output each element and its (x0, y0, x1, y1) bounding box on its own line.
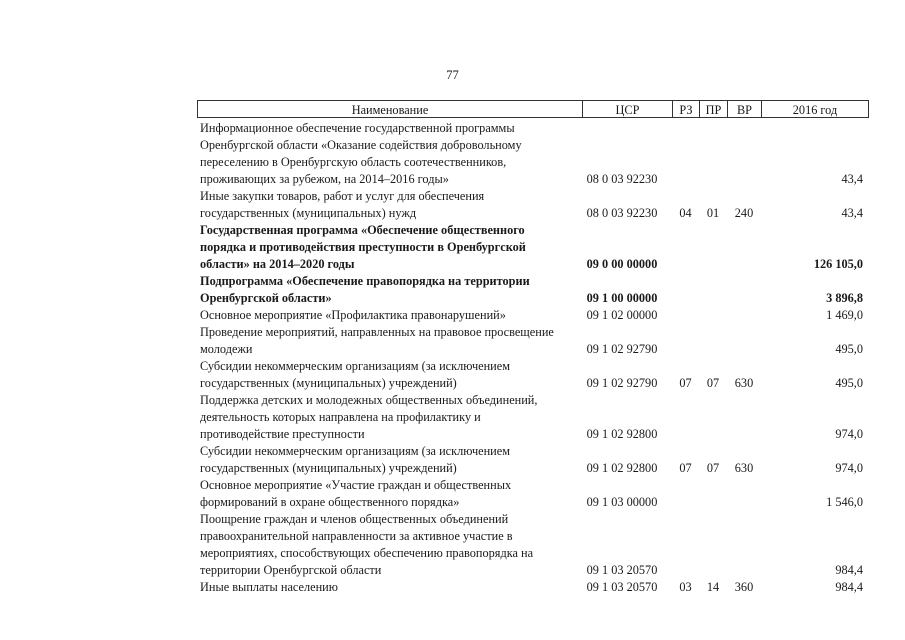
row-csr: 08 0 03 92230 (586, 172, 658, 186)
row-csr: 09 1 03 00000 (586, 495, 658, 509)
row-amount: 974,0 (835, 427, 863, 441)
budget-table (197, 100, 869, 596)
row-csr: 09 1 00 00000 (586, 291, 658, 305)
table-row (197, 324, 869, 358)
row-csr: 09 1 03 20570 (586, 563, 658, 577)
row-amount: 495,0 (835, 342, 863, 356)
row-csr: 09 1 02 92800 (586, 427, 658, 441)
table-row (197, 511, 869, 579)
row-name: Основное мероприятие «Участие граждан и общественных формирований в охране общественного порядка» (200, 478, 512, 509)
header-vr: ВР (728, 101, 762, 117)
row-pr: 01 (706, 206, 720, 220)
table-row (197, 392, 869, 443)
row-rz: 04 (679, 206, 692, 220)
row-name: Подпрограмма «Обеспечение правопорядка на территории Оренбургской области» (200, 274, 530, 305)
table-body (197, 120, 869, 596)
table-row (197, 579, 869, 596)
row-amount: 43,4 (841, 206, 863, 220)
row-amount: 126 105,0 (813, 257, 863, 271)
row-csr: 09 1 02 92800 (586, 461, 658, 475)
row-name: Проведение мероприятий, направленных на правовое просвещение молодежи (200, 325, 554, 356)
row-name: Информационное обеспечение государственной программы Оренбургской области «Оказание содействия добровольному переселению в Оренбургскую область соотечественников, проживающих за рубежом, на 2014–2016 годы» (200, 121, 522, 186)
row-amount: 1 469,0 (826, 308, 863, 322)
row-name: Поощрение граждан и членов общественных объединений правоохранительной направленности за активное участие в мероприятиях, способствующих обеспечению правопорядка на территории Оренбургской области (200, 512, 534, 577)
row-rz: 07 (679, 376, 692, 390)
table-header (197, 100, 869, 118)
row-name: Иные закупки товаров, работ и услуг для обеспечения государственных (муниципальных) нужд (200, 189, 485, 220)
row-amount: 495,0 (835, 376, 863, 390)
row-amount: 984,4 (835, 563, 863, 577)
row-amount: 43,4 (841, 172, 863, 186)
row-amount: 974,0 (835, 461, 863, 475)
table-row (197, 188, 869, 222)
header-rz: РЗ (673, 101, 700, 117)
row-vr: 630 (734, 376, 754, 390)
row-csr: 09 1 02 92790 (586, 342, 658, 356)
table-row (197, 358, 869, 392)
row-csr: 09 1 03 20570 (586, 580, 658, 594)
row-name: Субсидии некоммерческим организациям (за исключением государственных (муниципальных) учреждений) (200, 359, 510, 390)
row-amount: 3 896,8 (826, 291, 863, 305)
row-csr: 09 1 02 00000 (586, 308, 658, 322)
row-vr: 240 (734, 206, 754, 220)
table-row (197, 477, 869, 511)
header-csr: ЦСР (583, 101, 673, 117)
header-name: Наименование (198, 101, 583, 117)
table-row (197, 443, 869, 477)
row-amount: 1 546,0 (826, 495, 863, 509)
page-number: 77 (446, 68, 459, 82)
row-pr: 07 (706, 376, 720, 390)
row-rz: 07 (679, 461, 692, 475)
header-year: 2016 год (792, 103, 838, 117)
row-name: Основное мероприятие «Профилактика правонарушений» (200, 308, 506, 322)
row-rz: 03 (679, 580, 692, 594)
table-row (197, 120, 869, 188)
table-row (197, 273, 869, 307)
row-vr: 360 (734, 580, 754, 594)
row-csr: 08 0 03 92230 (586, 206, 658, 220)
row-name: Иные выплаты населению (200, 580, 338, 594)
table-row (197, 222, 869, 273)
row-vr: 630 (734, 461, 754, 475)
table-row (197, 307, 869, 324)
row-name: Государственная программа «Обеспечение общественного порядка и противодействия преступности в Оренбургской области» на 2014–2020 годы (200, 223, 526, 271)
header-pr: ПР (700, 101, 728, 117)
row-name: Поддержка детских и молодежных общественных объединений, деятельность которых направлена на профилактику и противодействие преступности (200, 393, 538, 441)
row-amount: 984,4 (835, 580, 863, 594)
row-csr: 09 1 02 92790 (586, 376, 658, 390)
row-pr: 14 (706, 580, 720, 594)
row-csr: 09 0 00 00000 (586, 257, 658, 271)
row-name: Субсидии некоммерческим организациям (за исключением государственных (муниципальных) учреждений) (200, 444, 510, 475)
row-pr: 07 (706, 461, 720, 475)
